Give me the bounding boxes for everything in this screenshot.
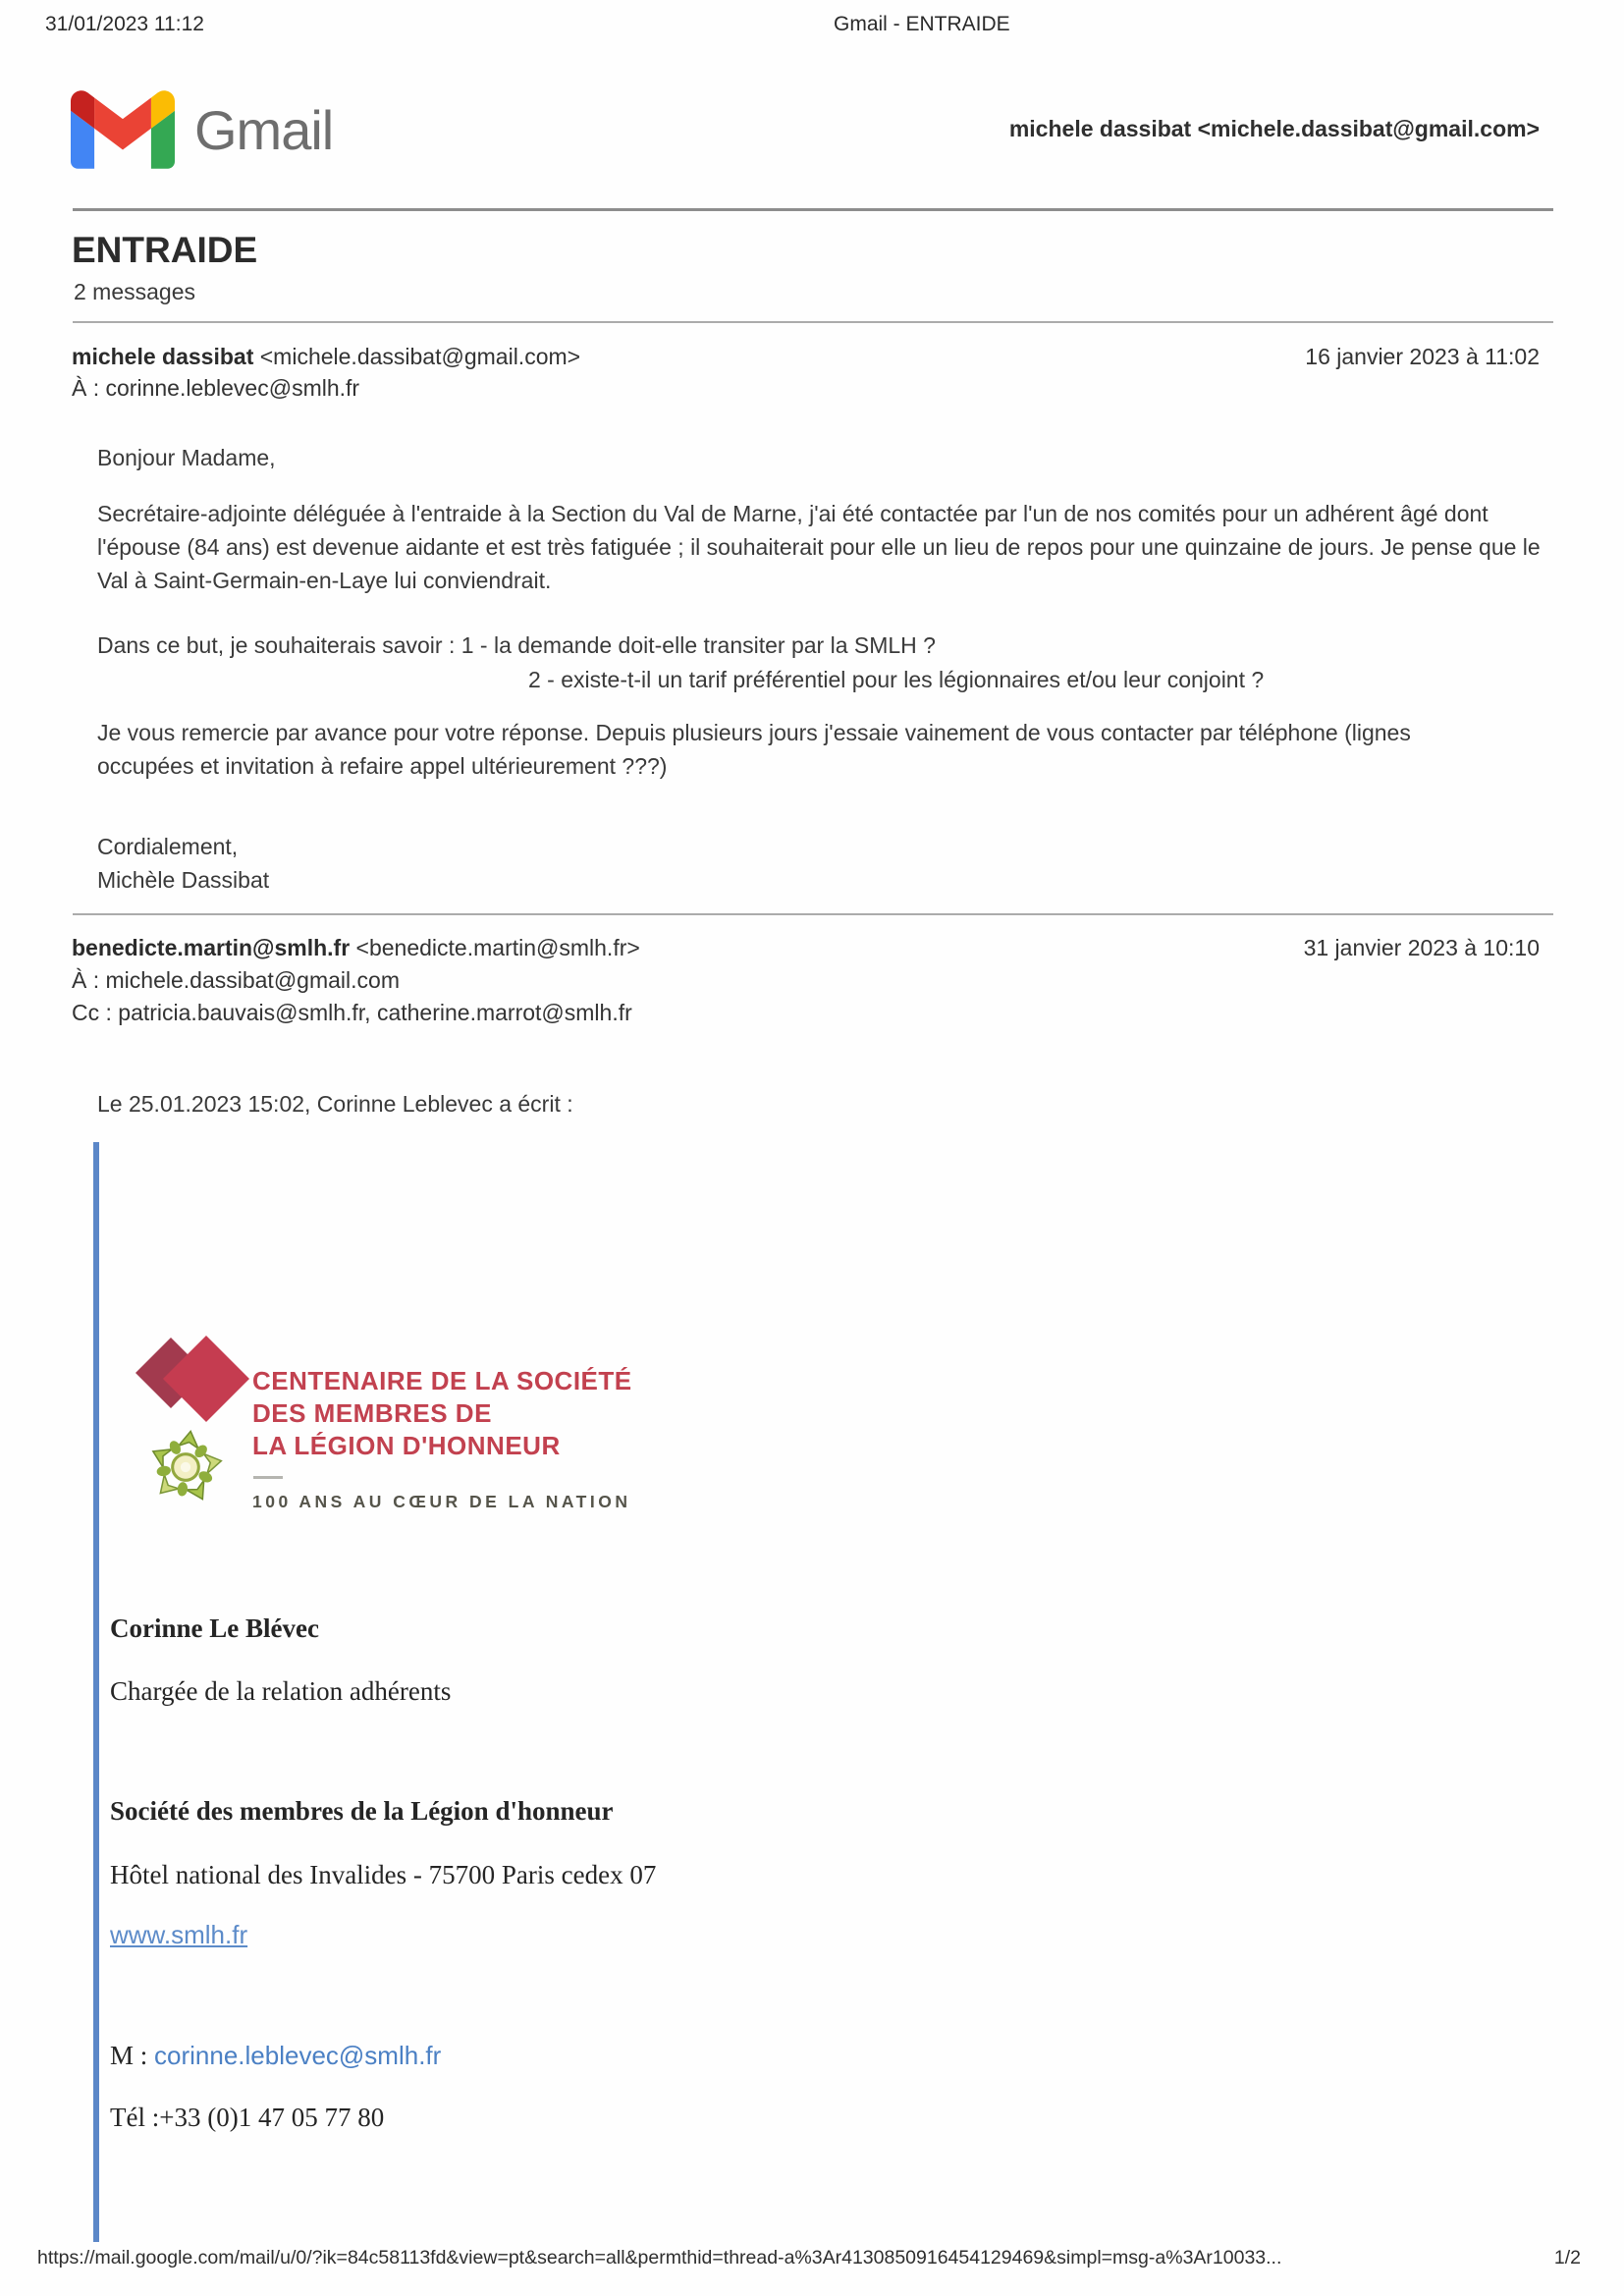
message2-header	[72, 935, 1540, 961]
message2-to: À : michele.dassibat@gmail.com	[72, 967, 400, 993]
quote-intro: Le 25.01.2023 15:02, Corinne Leblevec a écrit :	[97, 1091, 573, 1117]
smlh-logo-text	[252, 1365, 632, 1462]
smlh-centenaire-logo	[118, 1326, 668, 1552]
quote-bar	[93, 1142, 99, 2242]
divider-thread	[73, 321, 1553, 323]
gmail-wordmark: Gmail	[194, 98, 334, 161]
signature-role: Chargée de la relation adhérents	[110, 1676, 452, 1706]
message1-greeting: Bonjour Madame,	[97, 445, 276, 470]
signature-organization: Société des membres de la Légion d'honneur	[110, 1796, 614, 1826]
message1-from	[72, 344, 580, 370]
message1-paragraph2: Je vous remercie par avance pour votre réponse. Depuis plusieurs jours j'essaie vainement de vous contacter par téléphone (lignes occupées et invitation à refaire appel ultérieurement ???)	[97, 720, 1411, 779]
message2-from-email: <benedicte.martin@smlh.fr>	[350, 935, 640, 960]
message2-date: 31 janvier 2023 à 10:10	[1303, 935, 1540, 960]
signature-mail-label: M :	[110, 2041, 155, 2070]
gmail-logo-icon	[71, 90, 175, 169]
message1-to: À : corinne.leblevec@smlh.fr	[72, 375, 360, 401]
message1-from-email: <michele.dassibat@gmail.com>	[253, 344, 581, 369]
smlh-logo-line1: CENTENAIRE DE LA SOCIÉTÉ	[252, 1366, 632, 1395]
account-identity: michele dassibat <michele.dassibat@gmail.com>	[1008, 116, 1540, 141]
message1-from-name: michele dassibat	[72, 344, 254, 369]
smlh-logo-divider	[253, 1476, 283, 1479]
print-datetime: 31/01/2023 11:12	[45, 13, 204, 35]
signature-phone: Tél :+33 (0)1 47 05 77 80	[110, 2103, 385, 2132]
heart-logo-icon	[120, 1328, 249, 1441]
signature-website-link[interactable]: www.smlh.fr	[110, 1920, 248, 1949]
message1-closing: Cordialement,	[97, 834, 239, 859]
signature-address: Hôtel national des Invalides - 75700 Paris cedex 07	[110, 1860, 657, 1889]
smlh-tagline: 100 ANS AU CŒUR DE LA NATION	[252, 1492, 631, 1511]
message1-signature-name: Michèle Dassibat	[97, 867, 270, 893]
message2-from-name: benedicte.martin@smlh.fr	[72, 935, 351, 960]
print-title: Gmail - ENTRAIDE	[834, 13, 1010, 35]
message1-date: 16 janvier 2023 à 11:02	[1305, 344, 1540, 369]
message2-from	[72, 935, 640, 961]
message1-question1: Dans ce but, je souhaiterais savoir : 1 - la demande doit-elle transiter par la SMLH ?	[97, 632, 936, 658]
legion-honneur-medal-icon	[145, 1427, 226, 1507]
signature-name: Corinne Le Blévec	[110, 1613, 319, 1643]
gmail-brand	[71, 90, 333, 169]
message2-cc: Cc : patricia.bauvais@smlh.fr, catherine.marrot@smlh.fr	[72, 1000, 632, 1025]
signature-mail-line	[110, 2041, 441, 2071]
smlh-logo-line2: DES MEMBRES DE	[252, 1398, 492, 1428]
message1-question2: 2 - existe-t-il un tarif préférentiel pour les légionnaires et/ou leur conjoint ?	[528, 667, 1265, 692]
message1-header	[72, 344, 1540, 370]
thread-subject: ENTRAIDE	[72, 230, 258, 270]
divider-header	[73, 208, 1553, 211]
thread-message-count: 2 messages	[74, 279, 196, 304]
signature-mail-link[interactable]: corinne.leblevec@smlh.fr	[154, 2041, 442, 2070]
print-footer-page-number: 1/2	[1553, 2247, 1581, 2269]
smlh-logo-line3: LA LÉGION D'HONNEUR	[252, 1431, 561, 1460]
print-footer-url: https://mail.google.com/mail/u/0/?ik=84c58113fd&view=pt&search=all&permthid=thread-a%3Ar4130850916454129469&simpl=msg-a%3Ar10033...	[37, 2247, 1282, 2269]
message1-paragraph1: Secrétaire-adjointe déléguée à l'entraide à la Section du Val de Marne, j'ai été contactée par l'un de nos comités pour un adhérent âgé dont l'épouse (84 ans) est devenue aidante et est très fatiguée ; il souhaiterait pour elle un lieu de repos pour une quinzaine de jours. Je pense que le Val à Saint-Germain-en-Laye lui conviendrait.	[97, 501, 1541, 593]
divider-message	[73, 913, 1553, 915]
